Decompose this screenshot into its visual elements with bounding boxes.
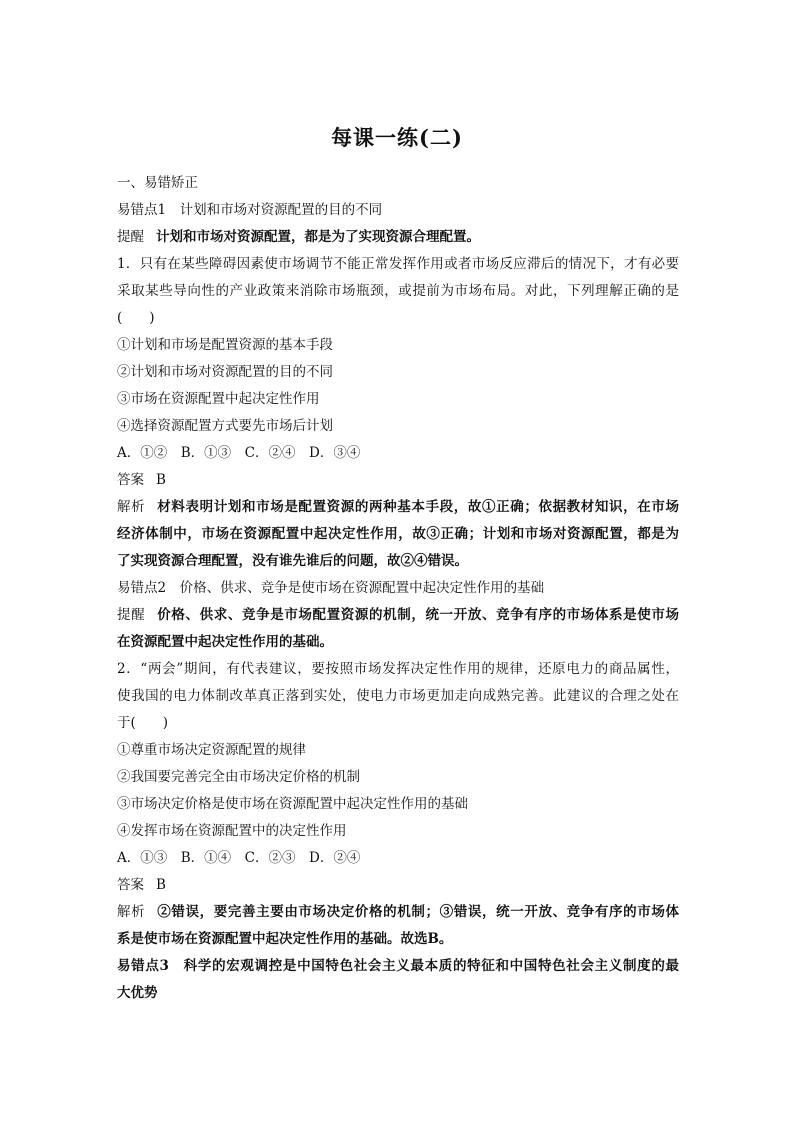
page-title: 每课一练(二) [331,125,463,150]
answer-value: B [156,472,166,488]
q2-analysis-line-2: 系是使市场在资源配置中起决定性作用的基础。故选B。 [117,931,453,947]
answer-value: B [156,877,166,893]
error-point-2-tip-line-1 [117,602,679,629]
q1-analysis-line-3: 了实现资源合理配置，没有谁先谁后的问题，故②④错误。 [117,553,468,569]
error-point-2-tip-line-2: 在资源配置中起决定性作用的基础。 [117,634,333,650]
error-point-1-heading: 易错点1 计划和市场对资源配置的目的不同 [117,202,383,218]
error-point-1-tip [117,224,679,251]
q2-item-3: ③市场决定价格是使市场在资源配置中起决定性作用的基础 [117,796,468,812]
q1-options: A．①② B．①③ C．②④ D．③④ [117,445,361,461]
q1-item-1: ①计划和市场是配置资源的基本手段 [117,337,333,353]
q1-stem-line-3: ( ) [117,310,155,326]
tip-text: 价格、供求、竞争是市场配置资源的机制，统一开放、竞争有序的市场体系是使市场 [157,607,680,623]
q1-item-4: ④选择资源配置方式要先市场后计划 [117,418,333,434]
analysis-label: 解析 [117,499,146,515]
q2-item-2: ②我国要完善完全由市场决定价格的机制 [117,769,360,785]
q2-options: A．①③ B．①④ C．②③ D．②④ [117,850,361,866]
q1-stem-line-2: 采取某些导向性的产业政策来消除市场瓶颈，或提前为市场布局。对此，下列理解正确的是 [117,283,679,299]
q2-item-4: ④发挥市场在资源配置中的决定性作用 [117,823,347,839]
q1-analysis-line-1 [117,494,679,521]
tip-text: 计划和市场对资源配置，都是为了实现资源合理配置。 [156,229,480,245]
error-point-3-heading-line-1: 易错点3 科学的宏观调控是中国特色社会主义最本质的特征和中国特色社会主义制度的最 [117,958,679,974]
q2-item-1: ①尊重市场决定资源配置的规律 [117,742,306,758]
analysis-label: 解析 [117,904,146,920]
answer-label: 答案 [117,472,144,488]
q1-item-2: ②计划和市场对资源配置的目的不同 [117,364,333,380]
q2-stem-line-2: 使我国的电力体制改革真正落到实处，使电力市场更加走向成熟完善。此建议的合理之处在 [117,688,679,704]
q1-stem-line-1: 1．只有在某些障碍因素使市场调节不能正常发挥作用或者市场反应滞后的情况下，才有必要 [117,256,679,272]
q2-stem-line-3: 于( ) [117,715,169,731]
answer-label: 答案 [117,877,144,893]
q1-answer [117,467,679,494]
error-point-2-heading: 易错点2 价格、供求、竞争是使市场在资源配置中起决定性作用的基础 [117,580,545,596]
section-heading: 一、易错矫正 [117,175,198,191]
tip-label: 提醒 [117,607,146,623]
analysis-text: ②错误，要完善主要由市场决定价格的机制；③错误，统一开放、竞争有序的市场体 [157,904,680,920]
q2-answer [117,872,679,899]
q2-analysis-line-1 [117,899,679,926]
q2-stem-line-1: 2．“两会”期间，有代表建议，要按照市场发挥决定性作用的规律，还原电力的商品属性， [117,661,679,677]
q1-analysis-line-2: 经济体制中，市场在资源配置中起决定性作用，故③正确；计划和市场对资源配置，都是为 [117,526,679,542]
analysis-text: 材料表明计划和市场是配置资源的两种基本手段，故①正确；依据教材知识，在市场 [157,499,680,515]
tip-label: 提醒 [117,229,144,245]
error-point-3-heading-line-2: 大优势 [117,985,158,1001]
q1-item-3: ③市场在资源配置中起决定性作用 [117,391,320,407]
document-body [117,170,679,1007]
